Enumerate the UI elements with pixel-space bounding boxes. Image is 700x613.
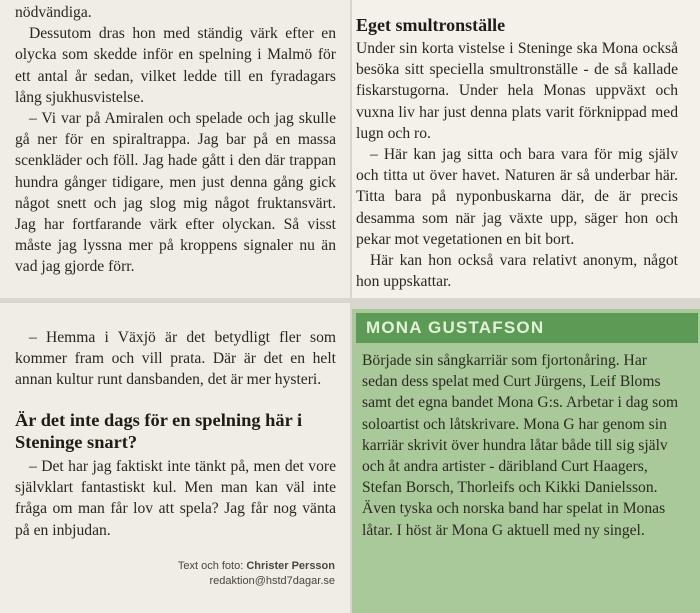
credit-email: redaktion@hstd7dagar.se <box>209 575 335 587</box>
byline <box>140 559 335 589</box>
paragraph: nödvändiga. <box>15 4 92 21</box>
article-column-left-bottom <box>15 327 336 391</box>
article-column-right-top <box>356 38 678 292</box>
paragraph: – Hemma i Växjö är det betydligt fler som kommer fram och vill prata. Där är det en helt annan kultur runt dansbanden, det är mer hysteri. <box>15 329 336 389</box>
article-column-left-top <box>15 2 336 278</box>
paragraph: Här kan hon också vara relativt anonym, något hon uppskattar. <box>356 252 678 291</box>
fact-box-title-bar <box>670 313 698 343</box>
paragraph: – Vi var på Amiralen och spelade och jag skulle gå ner för en spiraltrappa. Jag bar på en massa scenkläder och föll. Jag hade gått i den där trappan hundra gånger tidigare, men just denna gång gick något snett och jag slog mig något fruktansvärt. Jag har fortfarande värk efter olyckan. Så visst måste jag lyssna mer på kroppens signaler nu än vad jag gjorde förr. <box>15 110 336 276</box>
section-heading: Eget smultronställe <box>356 15 506 35</box>
paragraph: Dessutom dras hon med ständig värk efter en olycka som skedde inför en spelning i Malmö för ett antal år sedan, vilket ledde till en fyradagars lång sjukhusvistelse. <box>15 25 336 106</box>
paragraph: – Här kan jag sitta och bara vara för mig själv och titta ut över havet. Naturen är så underbar här. Titta bara på nyponbuskarna där, de är precis desamma som när jag växte upp, säger hon och pekar mot vegetationen en bit bort. <box>356 146 678 248</box>
paragraph: Under sin korta vistelse i Steninge ska Mona också besöka sitt speciella smultronställe - de så kallade fiskarstugorna. Under hela Monas uppväxt och vuxna liv har just denna plats varit förknippad med lugn och ro. <box>356 40 678 142</box>
fact-box-title: MONA GUSTAFSON <box>356 313 670 343</box>
fact-box-body <box>362 350 680 541</box>
paragraph: – Det har jag faktiskt inte tänkt på, men det vore självklart fantastiskt kul. Men man kan väl inte fråga om man får lov att spela? Jag får nog vänta på en inbjudan. <box>15 458 336 539</box>
interview-question: Är det inte dags för en spelning här i Steninge snart? <box>15 410 303 452</box>
article-column-left-bottom-2 <box>15 456 336 541</box>
credit-name: Christer Persson <box>246 560 335 572</box>
fact-box-text: Började sin sångkarriär som fjortonåring. Har sedan dess spelat med Curt Jürgens, Leif Bloms samt det egna bandet Mona G:s. Arbetar i dag som soloartist och låtskrivare. Mona G har genom sin karriär skrivit över hundra låtar både till sig själv och åt andra artister - däribland Curt Haagers, Stefan Borsch, Thorleifs och Kikki Danielsson. Även tyska och norska band har spelat in Monas låtar. I höst är Mona G aktuell med ny singel. <box>362 352 679 539</box>
credit-label: Text och foto: <box>177 560 244 572</box>
